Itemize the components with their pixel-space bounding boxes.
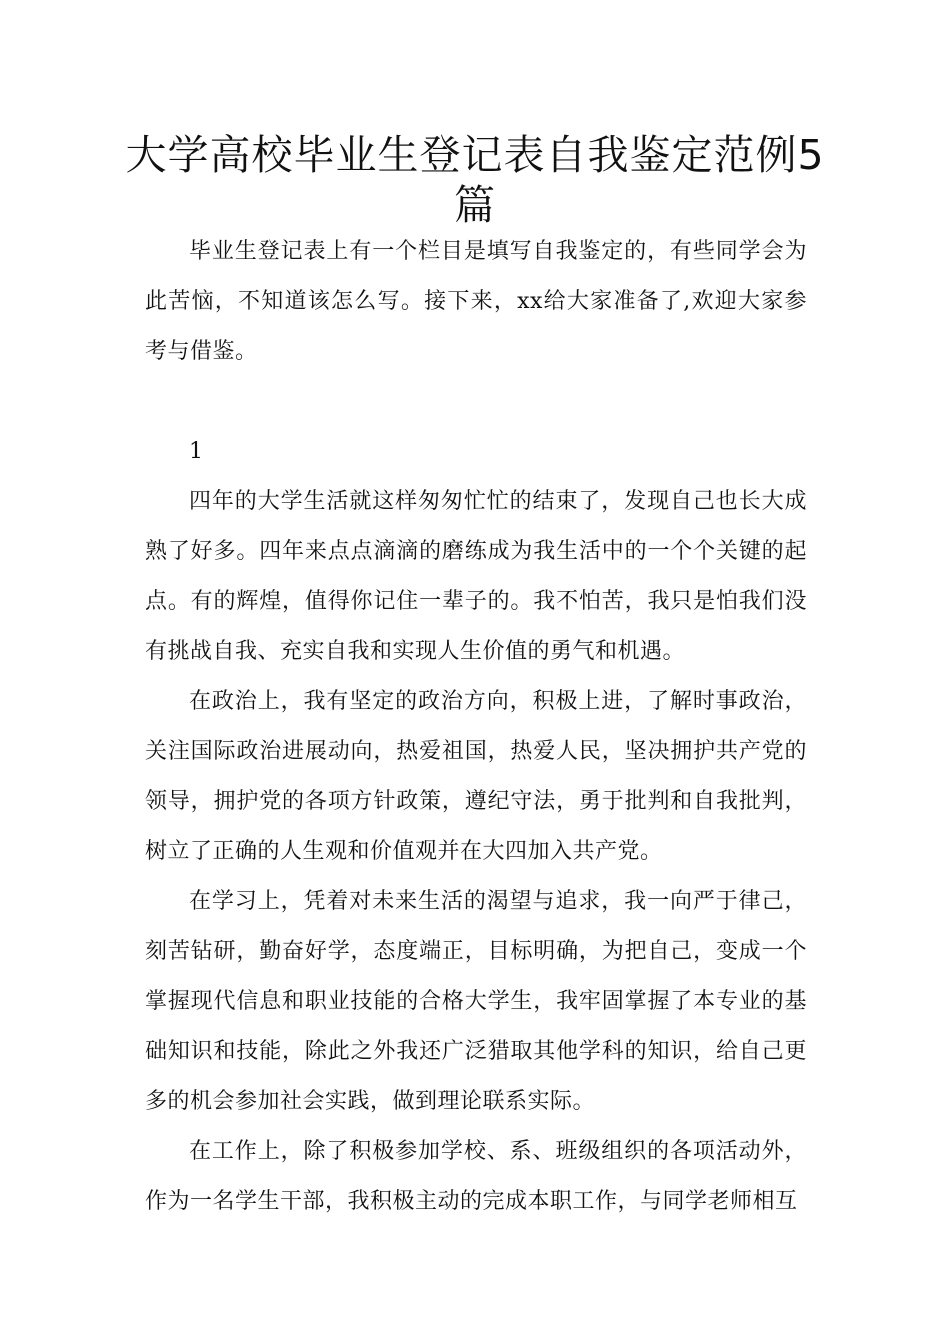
body-paragraph: 在工作上，除了积极参加学校、系、班级组织的各项活动外，作为一名学生干部，我积极主动的完成本职工作，与同学老师相互 [145, 1139, 807, 1214]
body-paragraph: 四年的大学生活就这样匆匆忙忙的结束了，发现自己也长大成熟了好多。四年来点点滴滴的磨练成为我生活中的一个个关键的起点。有的辉煌，值得你记住一辈子的。我不怕苦，我只是怕我们没有挑战自我、充实自我和实现人生价值的勇气和机遇。 [145, 489, 807, 664]
document-title: 大学高校毕业生登记表自我鉴定范例5篇 [125, 131, 825, 229]
section-number: 1 [189, 439, 204, 464]
body-paragraph: 在学习上，凭着对未来生活的渴望与追求，我一向严于律己，刻苦钻研，勤奋好学，态度端正，目标明确，为把自己，变成一个掌握现代信息和职业技能的合格大学生，我牢固掌握了本专业的基础知识和技能，除此之外我还广泛猎取其他学科的知识，给自己更多的机会参加社会实践，做到理论联系实际。 [145, 889, 807, 1114]
intro-paragraph: 毕业生登记表上有一个栏目是填写自我鉴定的，有些同学会为此苦恼，不知道该怎么写。接下来，xx给大家准备了,欢迎大家参考与借鉴。 [145, 239, 807, 364]
body-paragraph: 在政治上，我有坚定的政治方向，积极上进，了解时事政治，关注国际政治进展动向，热爱祖国，热爱人民，坚决拥护共产党的领导，拥护党的各项方针政策，遵纪守法，勇于批判和自我批判，树立了正确的人生观和价值观并在大四加入共产党。 [145, 689, 807, 864]
document-body [145, 227, 807, 1227]
